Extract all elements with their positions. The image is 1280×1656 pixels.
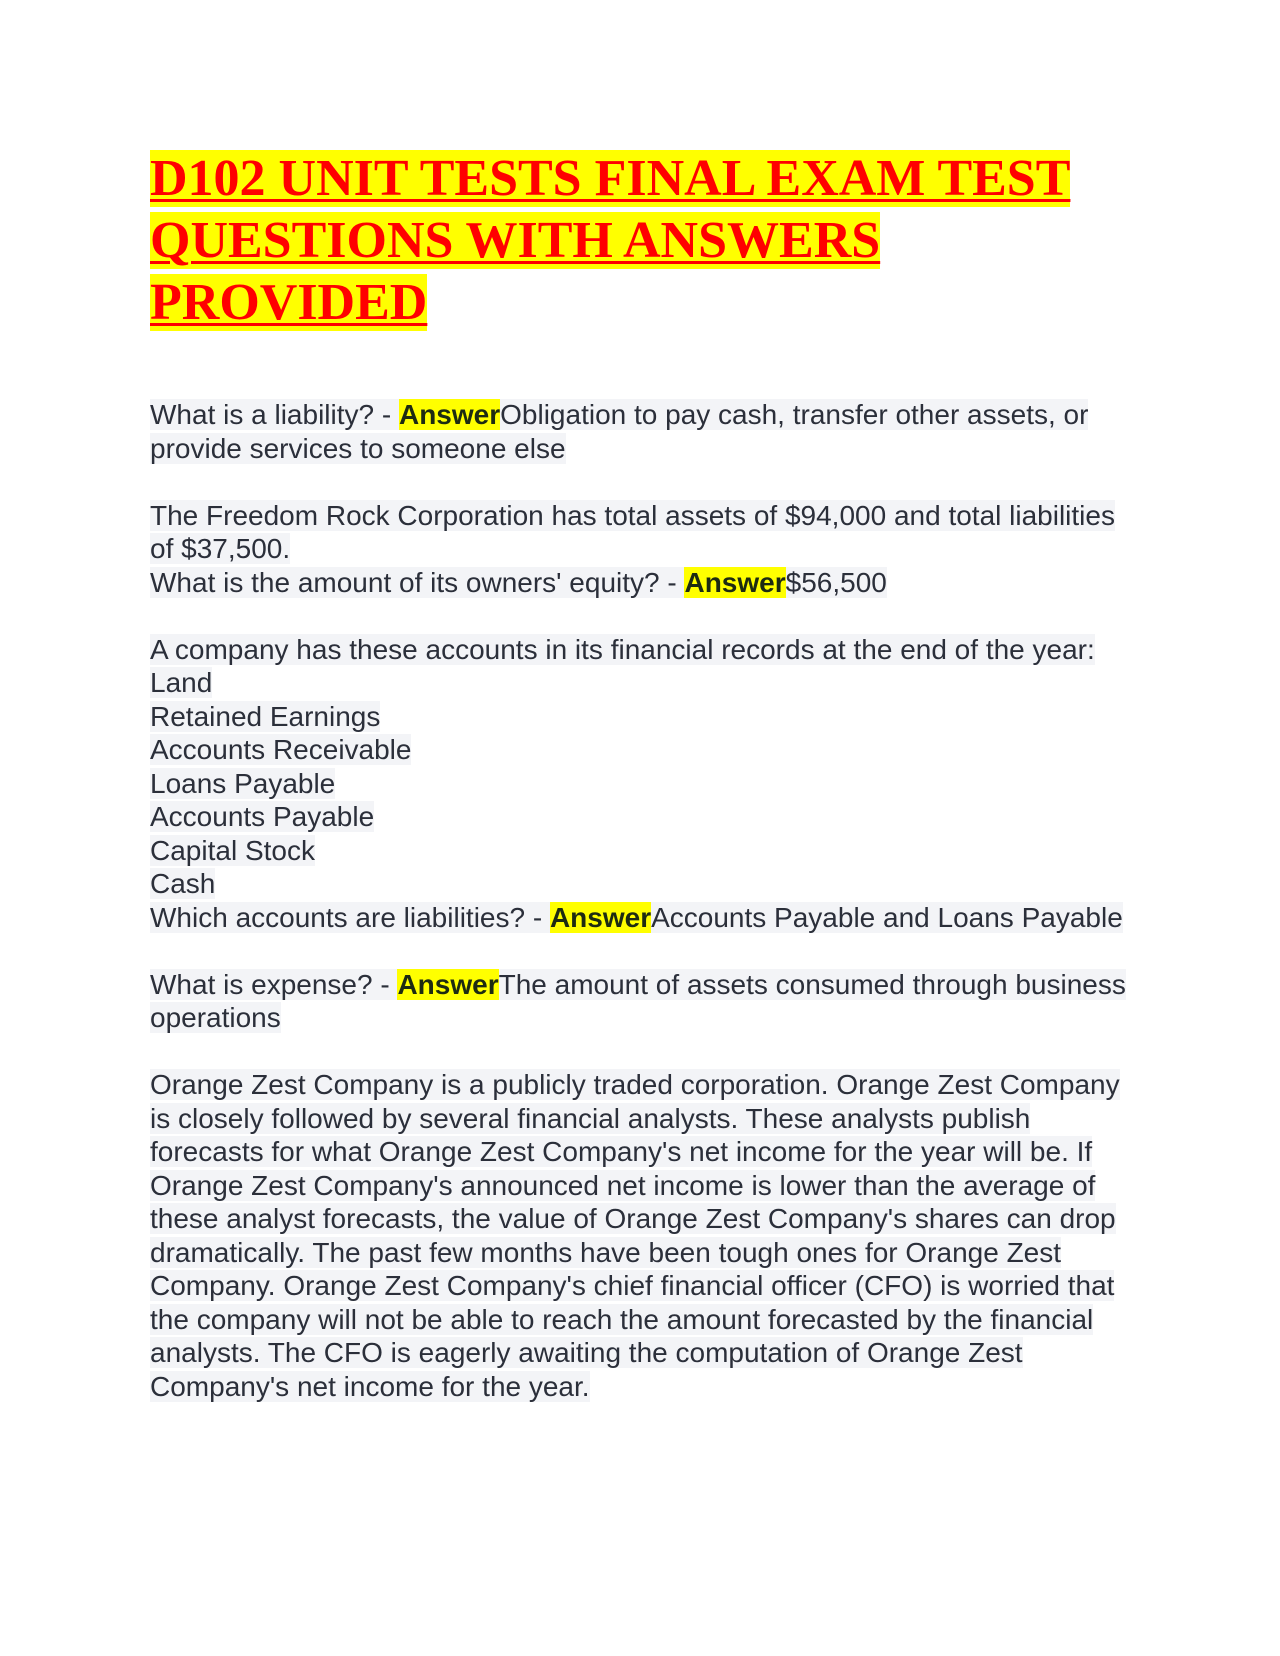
answer-text: Obligation to pay cash, transfer other assets, or provide services to someone else [150,399,1089,464]
question-text: What is a liability? - [150,399,399,430]
account-item: Cash [150,868,216,899]
account-item: Retained Earnings [150,700,381,732]
qa-item-orange-zest [150,1068,1130,1403]
document-title [150,148,1130,334]
qa-item-liability-accounts [150,633,1130,935]
title-line-1: D102 UNIT TESTS FINAL EXAM TEST [150,150,1071,207]
answer-text: $56,500 [785,566,887,598]
document-page [150,148,1130,1437]
question-intro: Orange Zest Company is a publicly traded corporation. Orange Zest Company is closely followed by several financial analysts. These analysts publish forecasts for what Orange Zest Company's net income for the year will be. If Orange Zest Company's announced net income is lower than the average of these analyst forecasts, the value of Orange Zest Company's shares can drop dramatically. The past few months have been tough ones for Orange Zest Company. Orange Zest Company's chief financial officer (CFO) is worried that the company will not be able to reach the amount forecasted by the financial analysts. The CFO is eagerly awaiting the computation of Orange Zest Company's net income for the year. [150,1069,1120,1402]
question-text: What is expense? - [150,968,398,1000]
document-body [150,398,1130,1403]
account-item: Capital Stock [150,834,315,866]
question-intro: The Freedom Rock Corporation has total assets of $94,000 and total liabilities of $37,500. [150,499,1115,564]
answer-text: Accounts Payable and Loans Payable [651,901,1123,933]
answer-text: The amount of assets consumed through business operations [150,968,1126,1033]
title-line-3: PROVIDED [150,274,428,331]
qa-item-expense [150,968,1130,1035]
answer-tag: Answer [397,968,499,1000]
account-item: Accounts Receivable [150,734,412,765]
qa-item-liability [150,398,1130,465]
title-line-2: QUESTIONS WITH ANSWERS [150,212,881,269]
qa-item-owners-equity [150,499,1130,600]
account-item: Land [150,667,213,698]
question-text: What is the amount of its owners' equity? - [150,566,685,598]
answer-tag: Answer [684,566,786,598]
account-item: Accounts Payable [150,801,375,832]
account-item: Loans Payable [150,767,336,799]
answer-tag: Answer [398,399,501,430]
question-text: Which accounts are liabilities? - [150,901,550,933]
answer-tag: Answer [549,901,652,933]
question-intro: A company has these accounts in its financial records at the end of the year: [150,633,1095,665]
